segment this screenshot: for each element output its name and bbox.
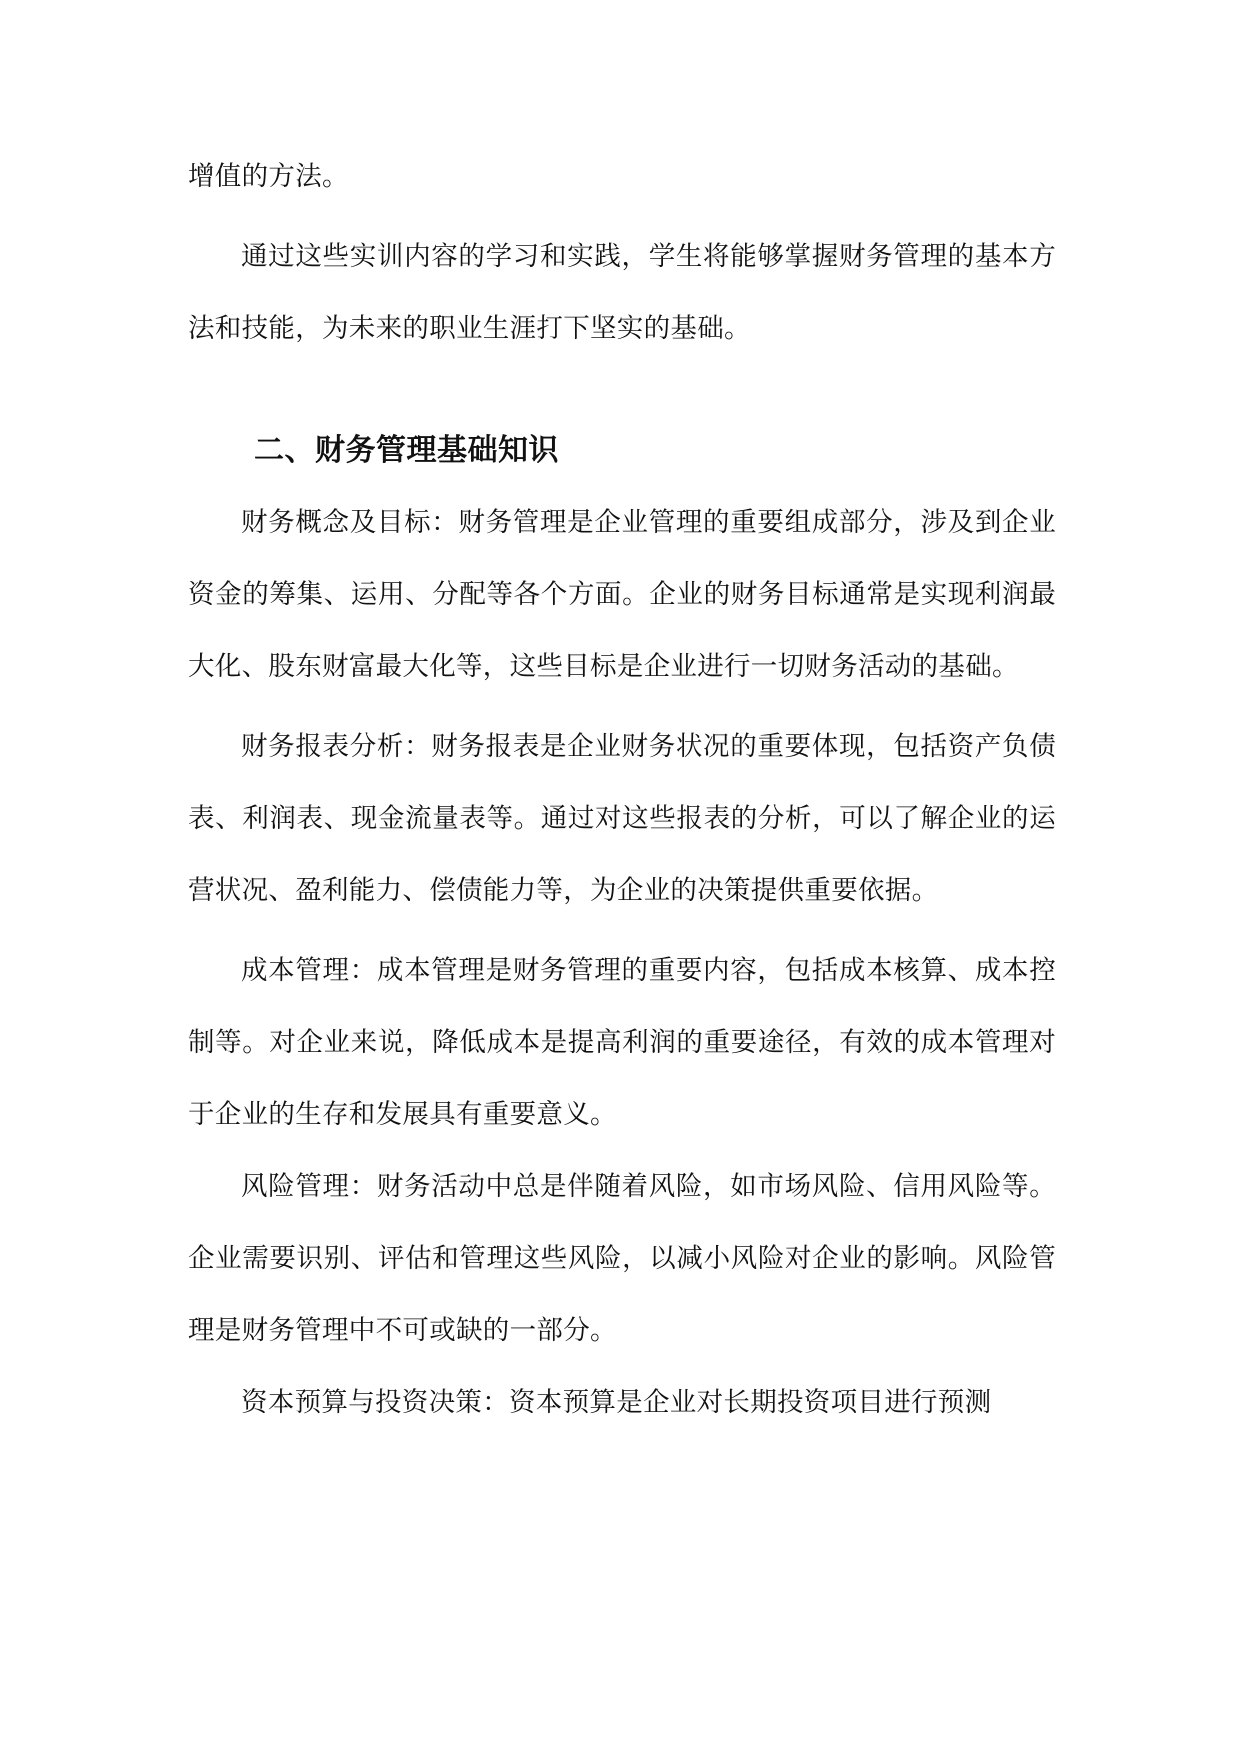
paragraph-cost-management: 成本管理：成本管理是财务管理的重要内容，包括成本核算、成本控制等。对企业来说，降低成本是提高利润的重要途径，有效的成本管理对于企业的生存和发展具有重要意义。 — [188, 955, 1056, 1130]
intro-paragraph: 通过这些实训内容的学习和实践，学生将能够掌握财务管理的基本方法和技能，为未来的职业生涯打下坚实的基础。 — [188, 241, 1056, 344]
paragraph-finance-concept: 财务概念及目标：财务管理是企业管理的重要组成部分，涉及到企业资金的筹集、运用、分配等各个方面。企业的财务目标通常是实现利润最大化、股东财富最大化等，这些目标是企业进行一切财务活动的基础。 — [188, 507, 1056, 682]
paragraph-capital-budgeting: 资本预算与投资决策：资本预算是企业对长期投资项目进行预测 — [241, 1387, 992, 1418]
continuation-text: 增值的方法。 — [188, 161, 349, 192]
section-heading: 二、财务管理基础知识 — [254, 433, 559, 468]
paragraph-risk-management: 风险管理：财务活动中总是伴随着风险，如市场风险、信用风险等。企业需要识别、评估和管理这些风险，以减小风险对企业的影响。风险管理是财务管理中不可或缺的一部分。 — [188, 1171, 1056, 1346]
paragraph-financial-statements: 财务报表分析：财务报表是企业财务状况的重要体现，包括资产负债表、利润表、现金流量表等。通过对这些报表的分析，可以了解企业的运营状况、盈利能力、偿债能力等，为企业的决策提供重要依据。 — [188, 731, 1056, 906]
document-body — [188, 141, 1056, 1439]
